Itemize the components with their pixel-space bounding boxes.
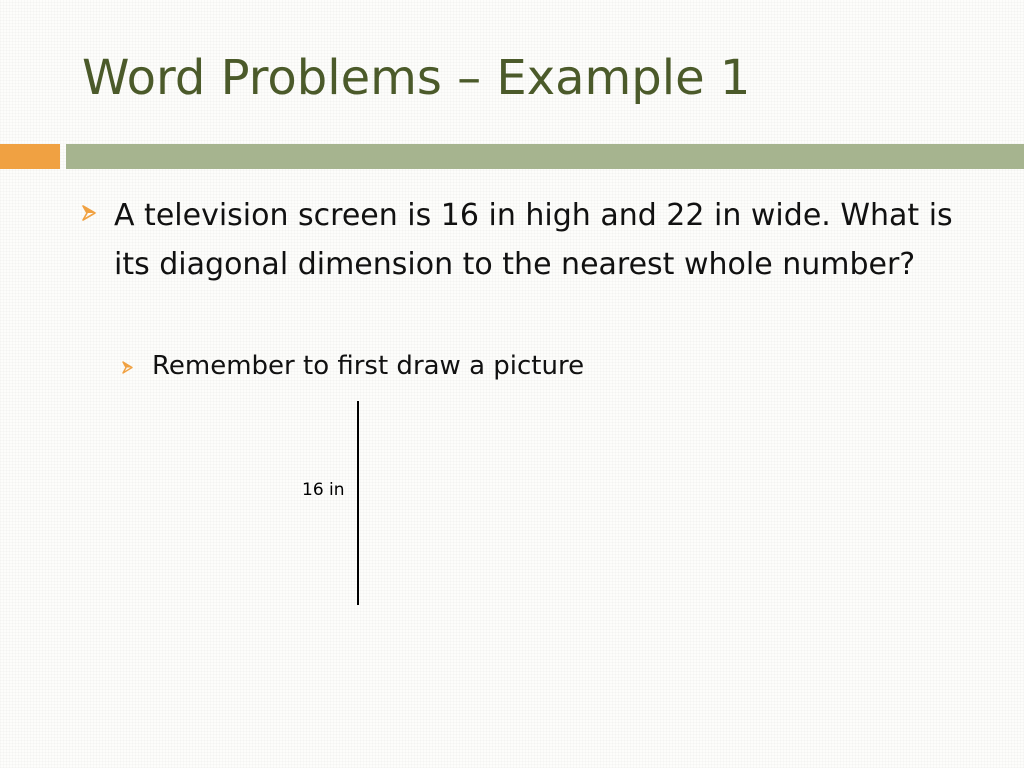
tv-height-line [357,401,359,605]
arrowhead-bullet-icon [122,359,133,372]
sub-bullet-text: Remember to first draw a picture [152,351,585,381]
accent-band-orange [0,144,60,169]
accent-band-green [66,144,1024,169]
arrowhead-bullet-icon [82,205,96,221]
bullet-text: A television screen is 16 in high and 22 in wide. What is its diagonal dimension to the nearest whole number? [114,198,953,282]
height-label: 16 in [302,480,345,500]
slide-title: Word Problems – Example 1 [82,50,751,106]
